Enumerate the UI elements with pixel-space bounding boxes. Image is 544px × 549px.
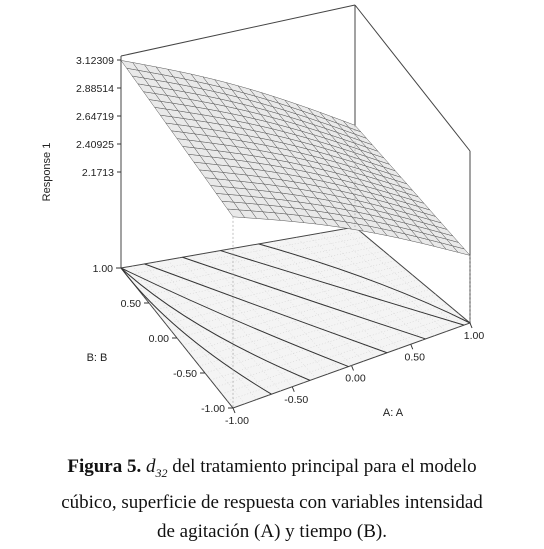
- z-axis-label: Response 1: [41, 142, 53, 202]
- z-tick-label: 3.12309: [76, 55, 114, 67]
- z-tick-label: 2.88514: [76, 83, 114, 96]
- a-tick-mark: [470, 323, 472, 328]
- x-axis-label: A: A: [382, 407, 404, 419]
- b-tick-label: 1.00: [92, 263, 113, 275]
- floor-plane: [121, 227, 470, 408]
- a-tick-mark: [233, 408, 235, 413]
- box-edge: [121, 5, 355, 56]
- box-edge: [355, 5, 470, 151]
- caption-line-1-text: del tratamiento principal para el modelo: [172, 456, 477, 477]
- a-tick-label: -0.50: [284, 393, 309, 406]
- b-tick-label: 0.00: [148, 333, 169, 345]
- a-tick-label: 0.50: [404, 351, 425, 364]
- z-tick-label: 2.1713: [81, 167, 114, 179]
- caption-line-2: cúbico, superficie de respuesta con variables intensidad: [61, 491, 483, 513]
- a-tick-label: -1.00: [225, 415, 249, 427]
- a-tick-mark: [292, 387, 294, 392]
- a-tick-mark: [411, 344, 413, 349]
- a-tick-label: 0.00: [345, 372, 366, 385]
- y-axis-label: B: B: [86, 352, 108, 364]
- caption-line-3: de agitación (A) y tiempo (B).: [156, 520, 388, 542]
- a-tick-mark: [352, 366, 354, 371]
- caption-line-1: [0, 452, 544, 488]
- b-tick-label: 0.50: [120, 298, 141, 310]
- caption-symbol: $d_{32}$: [145, 456, 168, 480]
- b-tick-label: -1.00: [201, 403, 225, 415]
- a-tick-label: 1.00: [463, 330, 485, 342]
- z-tick-label: 2.64719: [76, 111, 114, 124]
- z-tick-label: 2.40925: [76, 138, 114, 151]
- caption-label: Figura 5.: [67, 456, 142, 477]
- contour-floor: [121, 227, 470, 408]
- figure-caption: [0, 452, 544, 546]
- b-tick-label: -0.50: [173, 368, 197, 380]
